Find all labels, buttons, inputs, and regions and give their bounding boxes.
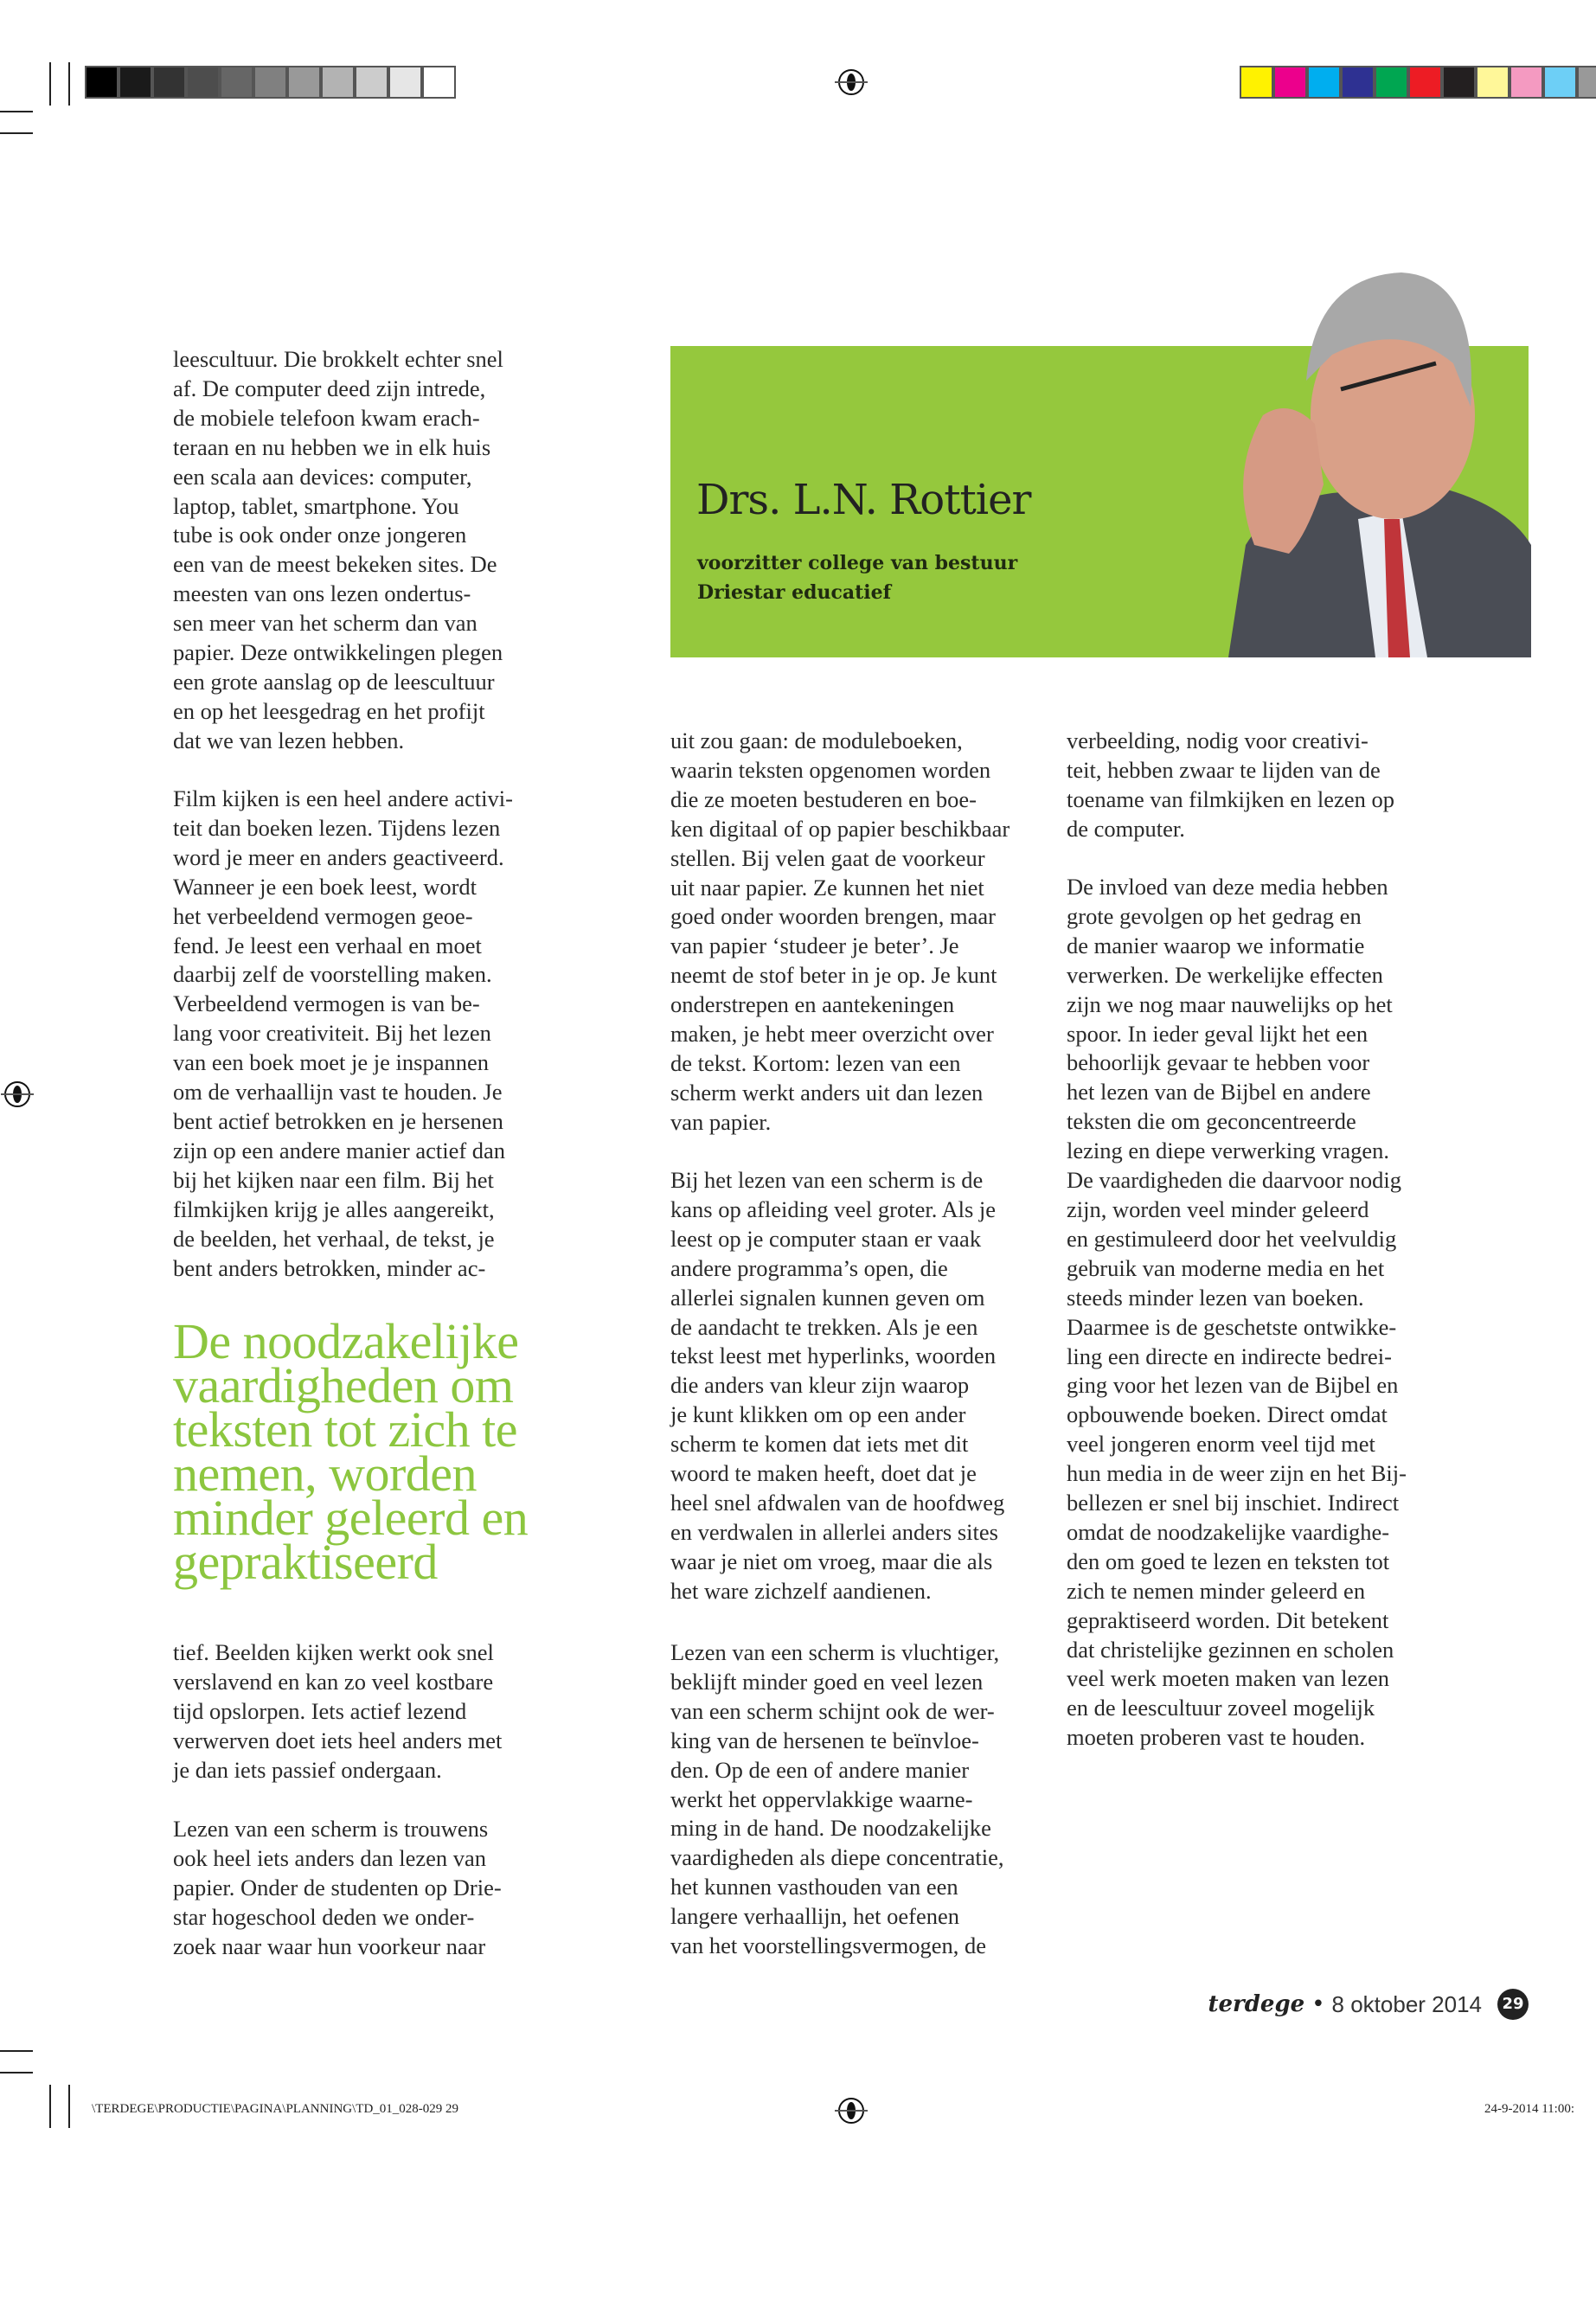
author-organization: Driestar educatief [697,581,892,604]
color-swatch [321,66,355,99]
text-line: stellen. Bij velen gaat de voorkeur [670,844,985,871]
pull-quote-line: gepraktiseerd [173,1534,438,1590]
author-role: voorzitter college van bestuur [697,552,1018,574]
text-line: maken, je hebt meer overzicht over [670,1021,994,1048]
text-line: werkt het oppervlakkige waarne- [670,1785,973,1812]
paragraph [670,1638,1004,1961]
text-line: grote gevolgen op het gedrag en [1067,902,1362,929]
color-swatch [1577,66,1596,99]
text-line: die anders van kleur zijn waarop [670,1372,970,1399]
paragraph [173,785,513,1283]
text-line: verslavend en kan zo veel kostbare [173,1668,494,1695]
color-swatch [422,66,456,99]
text-line: Verbeeldend vermogen is van be- [173,990,480,1017]
color-swatch [1307,66,1341,99]
text-line: bent actief betrokken en je hersenen [173,1107,503,1134]
text-line: verwerken. De werkelijke effecten [1067,961,1383,988]
color-swatch [220,66,253,99]
text-line: veel werk moeten maken van lezen [1067,1665,1390,1692]
crop-mark [0,111,33,112]
color-swatch [1543,66,1577,99]
text-line: uit zou gaan: de moduleboeken, [670,727,963,753]
text-line: scherm te komen dat iets met dit [670,1431,969,1458]
text-line: teksten die om geconcentreerde [1067,1108,1356,1135]
text-line: andere programma’s open, die [670,1254,948,1281]
text-line: de tekst. Kortom: lezen van een [670,1049,961,1076]
text-line: gebruik van moderne media en het [1067,1254,1385,1281]
paragraph [173,1815,502,1962]
text-line: meesten van ons lezen ondertus- [173,580,471,607]
text-line: om de verhaallijn vast te houden. Je [173,1079,503,1106]
text-line: waar je niet om vroeg, maar die als [670,1548,993,1574]
text-line: vaardigheden als diepe concentratie, [670,1844,1004,1871]
color-swatch [1240,66,1273,99]
text-line: de manier waarop we informatie [1067,932,1365,958]
text-line: het verbeeldend vermogen geoe- [173,902,473,929]
text-line: zoek naar waar hun voorkeur naar [173,1932,486,1959]
crop-mark [0,2072,33,2073]
text-line: moeten proberen vast te houden. [1067,1724,1366,1751]
text-line: neemt de stof beter in je op. Je kunt [670,962,997,989]
color-swatch [1442,66,1476,99]
text-line: Lezen van een scherm is trouwens [173,1816,489,1842]
text-line: ging voor het lezen van de Bijbel en [1067,1372,1399,1399]
text-line: papier. Onder de studenten op Drie- [173,1874,502,1900]
color-swatch [1375,66,1408,99]
text-line: van het voorstellingsvermogen, de [670,1932,987,1959]
text-line: Daarmee is de geschetste ontwikke- [1067,1313,1397,1340]
text-line: bij het kijken naar een film. Bij het [173,1166,494,1193]
file-path-slug: \TERDEGE\PRODUCTIE\PAGINA\PLANNING\TD_01_028-029 29 [92,2102,459,2116]
text-line: De invloed van deze media hebben [1067,874,1388,900]
text-line: waarin teksten opgenomen worden [670,756,991,783]
crop-mark [68,2085,70,2128]
text-line: een van de meest bekeken sites. De [173,551,497,578]
color-swatch [1408,66,1442,99]
text-line: Bij het lezen van een scherm is de [670,1167,984,1193]
text-line: goed onder woorden brengen, maar [670,903,997,930]
color-swatch [152,66,186,99]
pull-quote-line: vaardigheden om [173,1357,514,1413]
registration-mark-icon [4,1081,30,1107]
text-line: king van de hersenen te beïnvloe- [670,1727,979,1753]
text-line: van papier ‘studeer je beter’. Je [670,933,959,959]
color-swatch [85,66,119,99]
text-line: van een scherm schijnt ook de wer- [670,1697,995,1724]
text-line: opbouwende boeken. Direct omdat [1067,1401,1388,1428]
text-line: de mobiele telefoon kwam erach- [173,404,480,431]
text-line: leest op je computer staan er vaak [670,1225,982,1252]
text-line: langere verhaallijn, het oefenen [670,1903,960,1930]
text-line: laptop, tablet, smartphone. You [173,492,459,519]
color-swatch [355,66,388,99]
text-line: het ware zichzelf aandienen. [670,1577,932,1604]
text-line: veel jongeren enorm veel tijd met [1067,1431,1375,1458]
text-line: omdat de noodzakelijke vaardighe- [1067,1518,1390,1545]
paragraph [1067,873,1407,1753]
text-line: ken digitaal of op papier beschikbaar [670,815,1010,842]
pull-quote [173,1313,640,1590]
text-line: van een boek moet je je inspannen [173,1049,489,1076]
text-line: ook heel iets anders dan lezen van [173,1844,487,1871]
paragraph [670,727,1010,1138]
text-line: sen meer van het scherm dan van [173,610,478,637]
text-line: daarbij zelf de voorstelling maken. [173,961,492,988]
crop-mark [49,2085,51,2128]
text-line: word je meer en anders geactiveerd. [173,843,504,870]
color-swatch [119,66,152,99]
text-line: tekst leest met hyperlinks, woorden [670,1343,997,1369]
text-line: heel snel afdwalen van de hoofdweg [670,1489,1005,1516]
color-swatch [1476,66,1509,99]
text-line: behoorlijk gevaar te hebben voor [1067,1049,1370,1076]
text-line: Film kijken is een heel andere activi- [173,785,513,811]
text-line: onderstrepen en aantekeningen [670,991,955,1018]
text-line: verbeelding, nodig voor creativi- [1067,727,1368,753]
text-line: ling een directe en indirecte bedrei- [1067,1343,1392,1369]
text-line: een grote aanslag op de leescultuur [173,668,495,695]
text-line: je kunt klikken om op een ander [670,1401,966,1428]
crop-mark [0,132,33,134]
text-line: en verdwalen in allerlei anders sites [670,1518,998,1545]
text-line: die ze moeten bestuderen en boe- [670,785,977,812]
text-line: teit dan boeken lezen. Tijdens lezen [173,814,501,841]
print-timestamp: 24-9-2014 11:00: [1484,2102,1575,2116]
text-line: fend. Je leest een verhaal en moet [173,932,482,958]
page-footer [1208,1989,1529,2020]
text-line: en op het leesgedrag en het profijt [173,697,485,724]
page-number: 29 [1497,1989,1529,2020]
pull-quote-line: De noodzakelijke [173,1313,519,1369]
text-line: zich te nemen minder geleerd en [1067,1577,1366,1604]
text-line: papier. Deze ontwikkelingen plegen [173,639,503,666]
text-line: en gestimuleerd door het veelvuldig [1067,1225,1397,1252]
text-line: den. Op de een of andere manier [670,1756,970,1783]
text-line: spoor. In ieder geval lijkt het een [1067,1020,1368,1047]
color-swatch [253,66,287,99]
text-line: den om goed te lezen en teksten tot [1067,1548,1390,1574]
text-line: de aandacht te trekken. Als je een [670,1313,978,1340]
text-line: dat christelijke gezinnen en scholen [1067,1636,1394,1663]
paragraph [173,1638,502,1785]
color-swatch [186,66,220,99]
paragraph [1067,727,1394,844]
text-line: de computer. [1067,815,1185,842]
text-line: en de leescultuur zoveel mogelijk [1067,1695,1375,1721]
issue-date: 8 oktober 2014 [1331,1990,1482,2017]
color-swatch [287,66,321,99]
text-line: toename van filmkijken en lezen op [1067,785,1394,812]
text-line: tijd opslorpen. Iets actief lezend [173,1697,467,1724]
crop-mark [68,62,70,106]
text-line: van papier. [670,1108,772,1135]
text-line: lang voor creativiteit. Bij het lezen [173,1020,491,1047]
text-line: een scala aan devices: computer, [173,463,472,490]
text-line: woord te maken heeft, doet dat je [670,1460,977,1487]
text-line: beklijft minder goed en veel lezen [670,1668,984,1695]
text-line: je dan iets passief ondergaan. [173,1756,442,1783]
text-line: bellezen er snel bij inschiet. Indirect [1067,1490,1400,1516]
text-line: zijn we nog maar nauwelijks op het [1067,990,1393,1017]
crop-mark [49,62,51,106]
text-line: gepraktiseerd worden. Dit betekent [1067,1606,1389,1633]
text-line: het kunnen vasthouden van een [670,1874,958,1900]
footer-separator: • [1311,1991,1325,2017]
text-line: kans op afleiding veel groter. Als je [670,1195,997,1222]
pull-quote-line: minder geleerd en [173,1490,529,1546]
text-line: filmkijken krijg je alles aangereikt, [173,1195,495,1222]
text-line: uit naar papier. Ze kunnen het niet [670,874,984,901]
text-line: dat we van lezen hebben. [173,727,405,753]
color-swatch [1341,66,1375,99]
registration-mark-icon [838,2098,864,2124]
text-line: ming in de hand. De noodzakelijke [670,1815,991,1842]
paragraph [670,1166,1004,1606]
text-line: steeds minder lezen van boeken. [1067,1284,1364,1311]
text-line: star hogeschool deden we onder- [173,1903,475,1930]
text-line: hun media in de weer zijn en het Bij- [1067,1460,1407,1487]
text-line: tube is ook onder onze jongeren [173,522,467,548]
text-line: verwerven doet iets heel anders met [173,1727,503,1753]
text-line: teraan en nu hebben we in elk huis [173,433,491,460]
text-line: tief. Beelden kijken werkt ook snel [173,1639,494,1665]
text-line: zijn op een andere manier actief dan [173,1137,506,1163]
color-swatch [1509,66,1543,99]
color-swatch [388,66,422,99]
pull-quote-line: teksten tot zich te [173,1401,517,1458]
text-line: de beelden, het verhaal, de tekst, je [173,1225,495,1252]
crop-mark [0,2050,33,2052]
magazine-logo: terdege [1208,1991,1305,2017]
text-line: lezing en diepe verwerking vragen. [1067,1138,1390,1164]
author-name: Drs. L.N. Rottier [696,476,1031,524]
pull-quote-line: nemen, worden [173,1445,478,1502]
author-photo [1142,260,1531,657]
text-line: Wanneer je een boek leest, wordt [173,873,478,900]
text-line: De vaardigheden die daarvoor nodig [1067,1167,1402,1194]
text-line: allerlei signalen kunnen geven om [670,1284,985,1311]
registration-mark-icon [838,69,864,95]
text-line: bent anders betrokken, minder ac- [173,1254,486,1281]
text-line: het lezen van de Bijbel en andere [1067,1079,1371,1106]
text-line: zijn, worden veel minder geleerd [1067,1195,1369,1222]
color-swatch [1273,66,1307,99]
text-line: af. De computer deed zijn intrede, [173,375,486,401]
paragraph [173,345,503,756]
text-line: teit, hebben zwaar te lijden van de [1067,756,1381,783]
text-line: scherm werkt anders uit dan lezen [670,1079,984,1106]
text-line: Lezen van een scherm is vluchtiger, [670,1639,1000,1665]
text-line: leescultuur. Die brokkelt echter snel [173,346,503,372]
